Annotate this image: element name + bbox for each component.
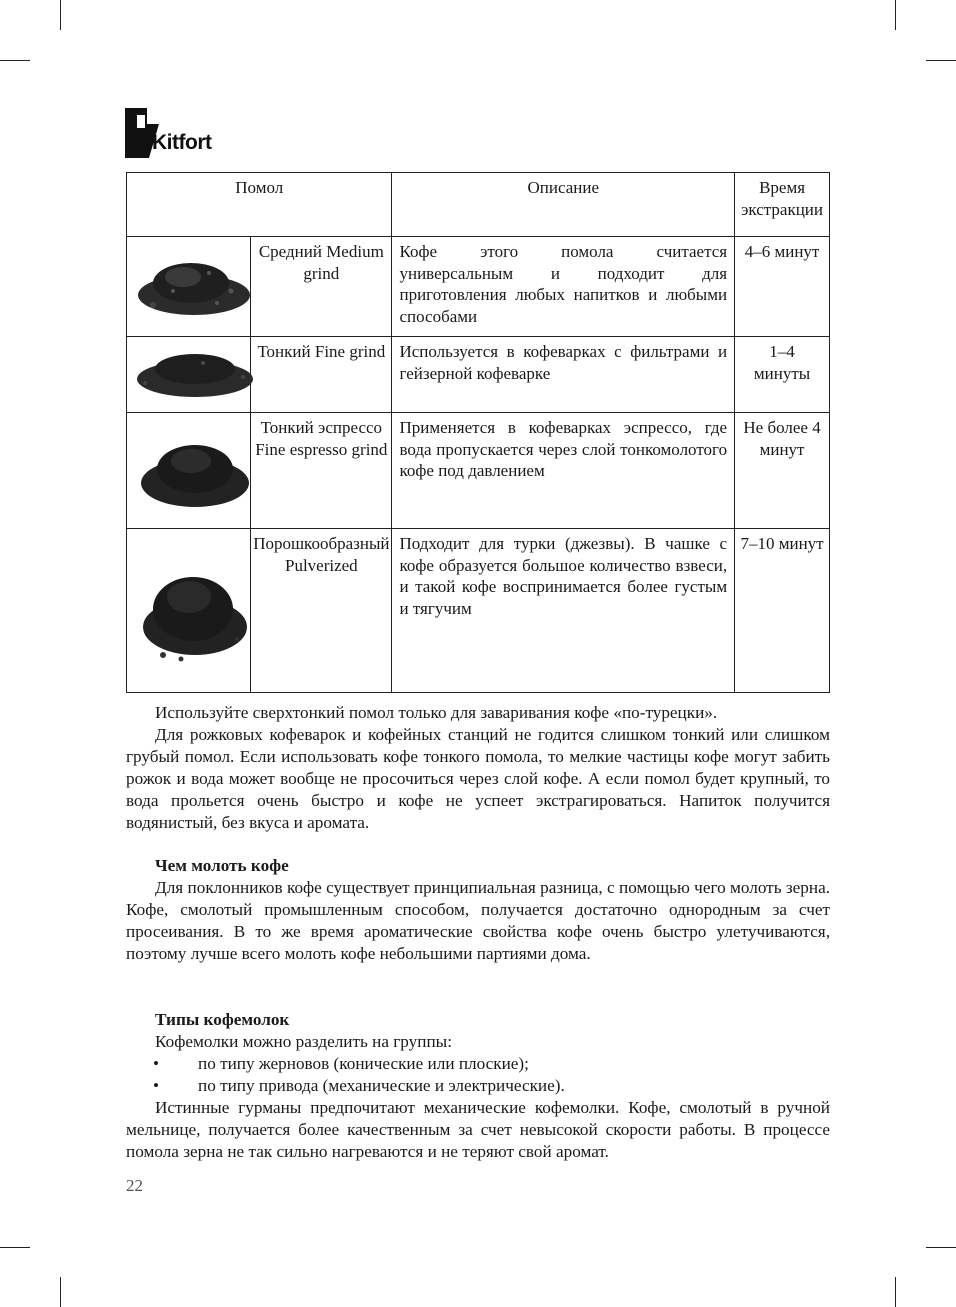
body-text-section-2 (126, 855, 830, 965)
list-item (126, 1053, 830, 1075)
header-description: Описание (392, 173, 735, 237)
grind-image-cell (127, 237, 251, 337)
grind-table (126, 172, 830, 693)
grind-image-cell (127, 413, 251, 529)
table-row (127, 413, 830, 529)
medium-grind-coffee-pile (133, 251, 255, 323)
crop-mark (926, 60, 956, 61)
paragraph: Кофемолки можно разделить на группы: (155, 1032, 452, 1051)
section-heading: Типы кофемолок (155, 1010, 290, 1029)
grind-time: 4–6 минут (735, 237, 830, 337)
paragraph: Используйте сверхтонкий помол только для заваривания кофе «по-турецки». (155, 703, 718, 722)
bullet-text: по типу привода (механические и электрические). (198, 1076, 565, 1095)
paragraph: Для рожковых кофеварок и кофейных станций не годится слишком тонкий или слишком грубый помол. Если использовать кофе тонкого помола, то мелкие частицы кофе могут забить рожок и вода может вообще не просочиться через слой кофе. А если помол будет крупный, то вода прольется очень быстро и кофе не успеет экстрагироваться. Напиток получится водянистый, без вкуса и аромата. (126, 725, 830, 832)
header-time: Время экстракции (735, 173, 830, 237)
grind-time: Не более 4 минут (735, 413, 830, 529)
grind-description: Применяется в кофеварках эспрессо, где вода пропускается через слой тонкомолотого кофе под давлением (392, 413, 735, 529)
grind-name: Средний Medium grind (251, 237, 392, 337)
body-text-section-1 (126, 702, 830, 834)
grind-name: Тонкий Fine grind (251, 337, 392, 413)
paragraph: Для поклонников кофе существует принципиальная разница, с помощью чего молоть зерна. Кофе, смолотый промышленным способом, получается достаточно однородным за счет просеивания. В то же время ароматические свойства кофе очень быстро улетучиваются, поэтому лучше всего молоть кофе небольшими партиями дома. (126, 878, 830, 963)
grind-time: 7–10 минут (735, 529, 830, 693)
grind-image-cell (127, 337, 251, 413)
table-row (127, 529, 830, 693)
list-item (126, 1075, 830, 1097)
crop-mark (60, 0, 61, 30)
grind-description: Кофе этого помола считается универсальным и подходит для приготовления любых напитков и любыми способами (392, 237, 735, 337)
grind-time: 1–4 минуты (735, 337, 830, 413)
grind-name: Тонкий эспрессо Fine espresso grind (251, 413, 392, 529)
crop-mark (926, 1247, 956, 1248)
crop-mark (895, 1277, 896, 1307)
grind-description: Используется в кофеварках с фильтрами и гейзерной кофеварке (392, 337, 735, 413)
bullet-mark: • (153, 1076, 160, 1095)
header-grind: Помол (127, 173, 392, 237)
table-row (127, 237, 830, 337)
fine-grind-coffee-pile (133, 343, 255, 405)
pulverized-coffee-pile (133, 565, 255, 665)
espresso-grind-coffee-pile (133, 433, 255, 513)
table-header-row (127, 173, 830, 237)
table-row (127, 337, 830, 413)
brand-name: Kitfort (152, 131, 212, 154)
crop-mark (0, 1247, 30, 1248)
crop-mark (60, 1277, 61, 1307)
section-heading: Чем молоть кофе (155, 856, 289, 875)
bullet-text: по типу жерновов (конические или плоские); (198, 1054, 529, 1073)
body-text-section-3 (126, 1009, 830, 1163)
grind-description: Подходит для турки (джезвы). В чашке с кофе образуется большое количество взвеси, и такой кофе воспринимается более густым и тягучим (392, 529, 735, 693)
bullet-mark: • (153, 1054, 160, 1073)
grind-name: Порошкообразный Pulverized (251, 529, 392, 693)
crop-mark (895, 0, 896, 30)
crop-mark (0, 60, 30, 61)
paragraph: Истинные гурманы предпочитают механические кофемолки. Кофе, смолотый в ручной мельнице, получается более качественным за счет невысокой скорости работы. В процессе помола зерна не так сильно нагреваются и не теряют свой аромат. (126, 1098, 830, 1161)
grind-image-cell (127, 529, 251, 693)
page-number: 22 (126, 1176, 143, 1195)
